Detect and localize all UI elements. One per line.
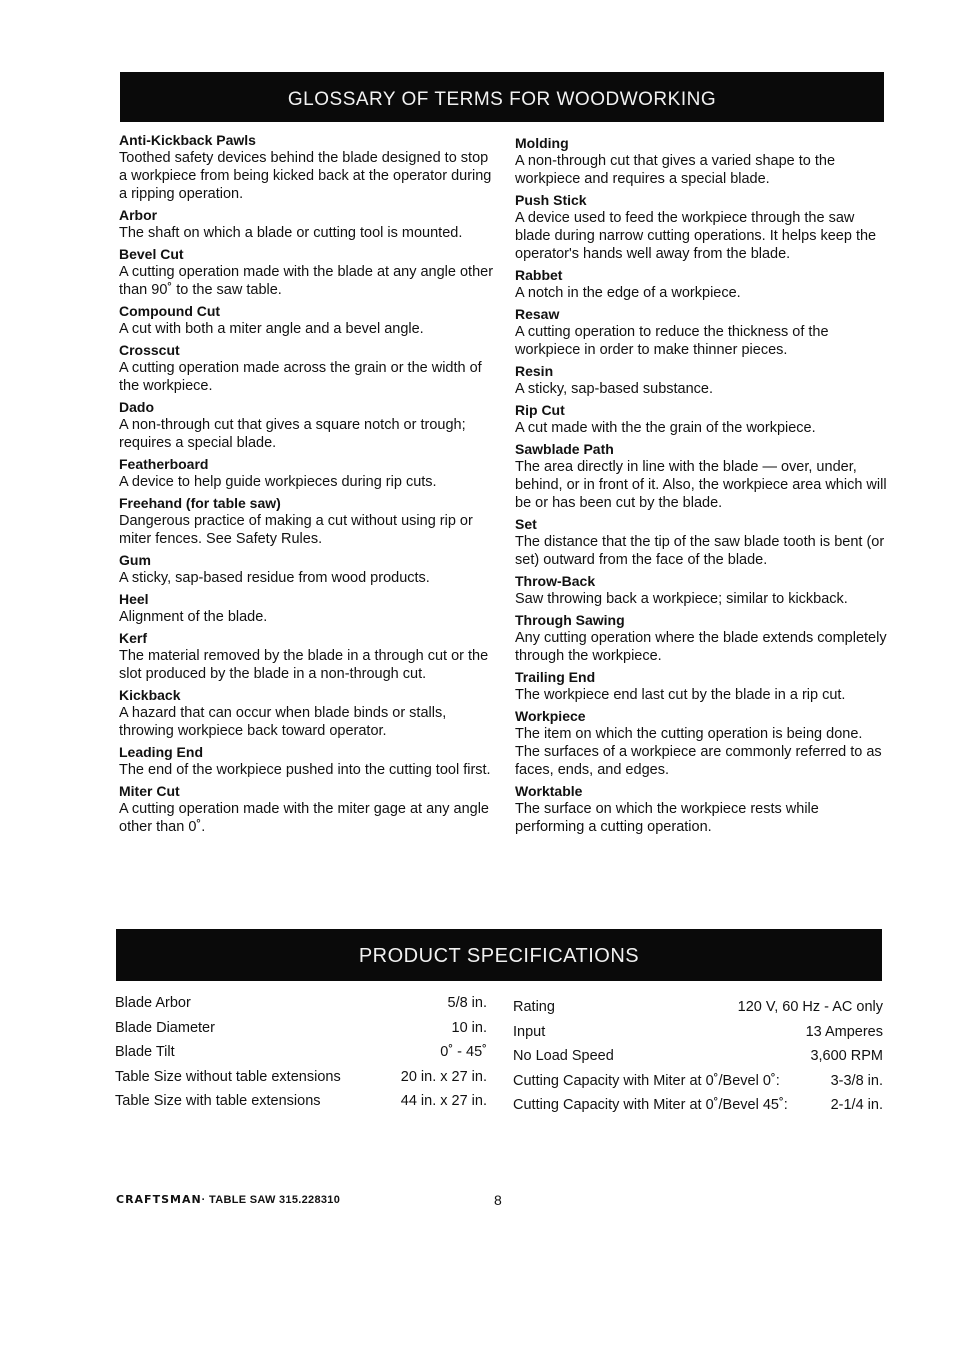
glossary-entry bbox=[515, 516, 890, 569]
glossary-term: Kerf bbox=[119, 630, 148, 646]
glossary-entry bbox=[119, 246, 499, 299]
spec-label: Cutting Capacity with Miter at 0˚/Bevel 0˚: bbox=[513, 1072, 780, 1089]
glossary-definition: Any cutting operation where the blade extends completely through the workpiece. bbox=[515, 630, 887, 664]
glossary-term: Resaw bbox=[515, 306, 560, 322]
spec-row bbox=[115, 993, 487, 1018]
glossary-definition: A device to help guide workpieces during rip cuts. bbox=[119, 474, 437, 490]
glossary-definition: A cut with both a miter angle and a bevel angle. bbox=[119, 321, 424, 337]
glossary-term: Dado bbox=[119, 399, 154, 415]
brand-mark: · bbox=[201, 1194, 206, 1206]
glossary-definition: A device used to feed the workpiece through the saw blade during narrow cutting operations. It helps keep the operator's hands well away from the blade. bbox=[515, 210, 877, 262]
glossary-entry bbox=[515, 306, 890, 359]
glossary-definition: Toothed safety devices behind the blade designed to stop a workpiece from being kicked back at the operator during a ripping operation. bbox=[119, 150, 492, 202]
spec-label: Cutting Capacity with Miter at 0˚/Bevel 45˚: bbox=[513, 1097, 788, 1113]
glossary-entry bbox=[515, 441, 890, 512]
glossary-term: Sawblade Path bbox=[515, 441, 614, 457]
glossary-entry bbox=[119, 132, 499, 203]
glossary-entry bbox=[515, 612, 890, 665]
glossary-entry bbox=[119, 456, 499, 491]
glossary-term: Heel bbox=[119, 591, 149, 607]
glossary-entry bbox=[515, 783, 890, 836]
spec-label: Blade Arbor bbox=[115, 995, 191, 1011]
glossary-term: Throw-Back bbox=[515, 573, 596, 589]
glossary-term: Arbor bbox=[119, 207, 158, 223]
spec-value: 3-3/8 in. bbox=[830, 1072, 883, 1089]
spec-row bbox=[513, 1022, 883, 1047]
glossary-definition: A cut made with the the grain of the workpiece. bbox=[515, 420, 816, 436]
glossary-term: Push Stick bbox=[515, 192, 587, 208]
glossary-definition: A cutting operation made with the blade at any angle other than 90˚ to the saw table. bbox=[119, 264, 494, 298]
glossary-entry bbox=[515, 135, 890, 188]
glossary-term: Featherboard bbox=[119, 456, 209, 472]
spec-value: 120 V, 60 Hz - AC only bbox=[737, 999, 883, 1015]
glossary-entry bbox=[515, 669, 890, 704]
spec-label: Table Size with table extensions bbox=[115, 1093, 321, 1109]
glossary-entry bbox=[515, 267, 890, 302]
footer-brand bbox=[116, 1193, 340, 1206]
glossary-title: GLOSSARY OF TERMS FOR WOODWORKING bbox=[287, 89, 717, 110]
glossary-entry bbox=[119, 591, 499, 626]
glossary-term: Gum bbox=[119, 552, 151, 568]
glossary-term: Freehand (for table saw) bbox=[119, 495, 281, 511]
glossary-definition: A non-through cut that gives a square notch or trough; requires a special blade. bbox=[119, 417, 466, 451]
glossary-definition: The workpiece end last cut by the blade in a rip cut. bbox=[515, 687, 846, 703]
glossary-right-column bbox=[515, 135, 890, 836]
glossary-entry bbox=[119, 552, 499, 587]
glossary-term: Rabbet bbox=[515, 267, 563, 283]
glossary-entry bbox=[119, 303, 499, 338]
product-name: TABLE SAW 315.228310 bbox=[209, 1194, 341, 1206]
brand-name: CRAFTSMAN bbox=[116, 1193, 202, 1206]
spec-row bbox=[115, 1018, 487, 1043]
glossary-term: Resin bbox=[515, 363, 554, 379]
glossary-entry bbox=[515, 402, 890, 437]
spec-label: Blade Tilt bbox=[115, 1044, 175, 1060]
glossary-definition: Dangerous practice of making a cut without using rip or miter fences. See Safety Rules. bbox=[119, 513, 473, 547]
spec-value: 20 in. x 27 in. bbox=[400, 1068, 487, 1085]
glossary-definition: The shaft on which a blade or cutting tool is mounted. bbox=[119, 225, 463, 241]
glossary-entry bbox=[119, 495, 499, 548]
glossary-term: Bevel Cut bbox=[119, 246, 184, 262]
spec-row bbox=[513, 1071, 883, 1096]
glossary-left-column bbox=[119, 132, 499, 836]
glossary-term: Worktable bbox=[515, 783, 583, 799]
spec-row bbox=[513, 997, 883, 1022]
glossary-term: Set bbox=[515, 516, 537, 532]
spec-row bbox=[115, 1091, 487, 1116]
glossary-term: Molding bbox=[515, 135, 569, 151]
glossary-definition: The item on which the cutting operation is being done. The surfaces of a workpiece are commonly referred to as faces, ends, and edges. bbox=[515, 726, 882, 778]
spec-value: 13 Amperes bbox=[805, 1023, 883, 1040]
glossary-term: Compound Cut bbox=[119, 303, 221, 319]
glossary-banner bbox=[120, 72, 884, 122]
specs-title: PRODUCT SPECIFICATIONS bbox=[358, 945, 640, 967]
glossary-entry bbox=[119, 399, 499, 452]
spec-row bbox=[115, 1067, 487, 1092]
glossary-term: Through Sawing bbox=[515, 612, 625, 628]
glossary-definition: The surface on which the workpiece rests while performing a cutting operation. bbox=[515, 801, 819, 835]
glossary-term: Kickback bbox=[119, 687, 181, 703]
glossary-definition: Alignment of the blade. bbox=[119, 609, 268, 625]
specs-left-column bbox=[115, 993, 487, 1116]
glossary-entry bbox=[119, 207, 499, 242]
specs-right-column bbox=[513, 997, 883, 1120]
glossary-definition: Saw throwing back a workpiece; similar to kickback. bbox=[515, 591, 848, 607]
glossary-entry bbox=[119, 630, 499, 683]
glossary-term: Leading End bbox=[119, 744, 203, 760]
glossary-entry bbox=[119, 342, 499, 395]
glossary-definition: A non-through cut that gives a varied shape to the workpiece and requires a special blade. bbox=[515, 153, 836, 187]
glossary-entry bbox=[515, 708, 890, 779]
glossary-definition: A cutting operation made across the grain or the width of the workpiece. bbox=[119, 360, 482, 394]
spec-label: Blade Diameter bbox=[115, 1019, 215, 1036]
spec-value: 10 in. bbox=[451, 1019, 487, 1036]
glossary-term: Trailing End bbox=[515, 669, 596, 685]
glossary-definition: A sticky, sap-based residue from wood products. bbox=[119, 570, 430, 586]
spec-row bbox=[513, 1095, 883, 1120]
glossary-term: Crosscut bbox=[119, 342, 180, 358]
spec-value: 0˚ - 45˚ bbox=[440, 1044, 487, 1060]
glossary-entry bbox=[515, 192, 890, 263]
glossary-term: Workpiece bbox=[515, 708, 586, 724]
spec-label: No Load Speed bbox=[513, 1048, 614, 1064]
spec-row bbox=[115, 1042, 487, 1067]
glossary-definition: A cutting operation made with the miter gage at any angle other than 0˚. bbox=[119, 801, 489, 835]
glossary-entry bbox=[515, 363, 890, 398]
spec-label: Table Size without table extensions bbox=[115, 1068, 341, 1085]
glossary-definition: The distance that the tip of the saw blade tooth is bent (or set) outward from the face of the blade. bbox=[515, 534, 885, 568]
glossary-definition: The material removed by the blade in a through cut or the slot produced by the blade in a non-through cut. bbox=[119, 648, 489, 682]
spec-row bbox=[513, 1046, 883, 1071]
spec-value: 5/8 in. bbox=[447, 995, 487, 1011]
glossary-definition: A notch in the edge of a workpiece. bbox=[515, 285, 741, 301]
glossary-definition: A sticky, sap-based substance. bbox=[515, 381, 714, 397]
glossary-definition: A cutting operation to reduce the thickness of the workpiece in order to make thinner pieces. bbox=[515, 324, 829, 358]
spec-value: 2-1/4 in. bbox=[830, 1097, 883, 1113]
spec-value: 3,600 RPM bbox=[810, 1048, 883, 1064]
glossary-term: Miter Cut bbox=[119, 783, 180, 799]
glossary-term: Rip Cut bbox=[515, 402, 565, 418]
spec-label: Input bbox=[513, 1023, 546, 1040]
glossary-definition: The area directly in line with the blade — over, under, behind, or in front of it. Also, the workpiece area which will be or has been cut by the blade. bbox=[515, 459, 887, 511]
glossary-entry bbox=[119, 783, 499, 836]
glossary-term: Anti-Kickback Pawls bbox=[119, 132, 256, 148]
spec-label: Rating bbox=[513, 999, 555, 1015]
glossary-definition: A hazard that can occur when blade binds or stalls, throwing workpiece back toward operator. bbox=[119, 705, 447, 739]
glossary-entry bbox=[119, 744, 499, 779]
glossary-entry bbox=[515, 573, 890, 608]
glossary-entry bbox=[119, 687, 499, 740]
specs-banner bbox=[116, 929, 882, 981]
page-number: 8 bbox=[494, 1192, 502, 1208]
spec-value: 44 in. x 27 in. bbox=[400, 1093, 487, 1109]
glossary-definition: The end of the workpiece pushed into the cutting tool first. bbox=[119, 762, 491, 778]
